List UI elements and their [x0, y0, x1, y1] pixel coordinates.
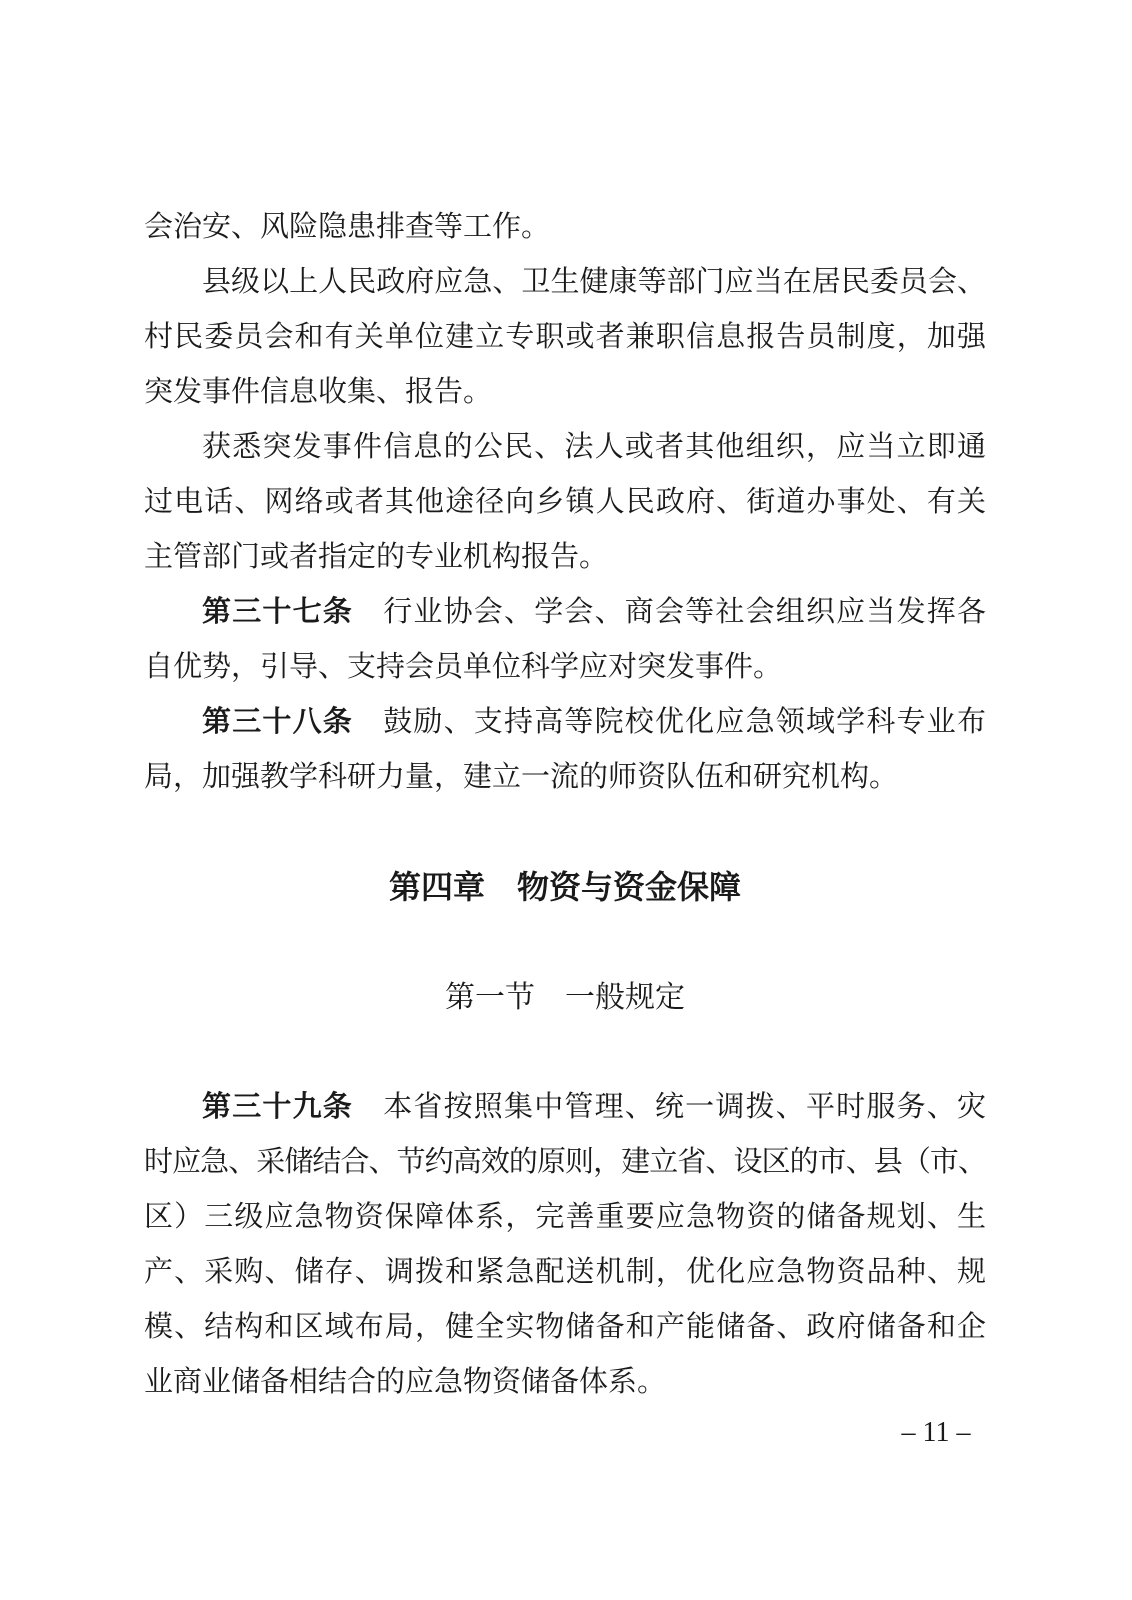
- article-number: 第三十七条: [202, 596, 353, 628]
- body-line: 会治安、风险隐患排查等工作。: [144, 211, 551, 243]
- article-text: 鼓励、支持高等院校优化应急领域学科专业布: [353, 706, 986, 738]
- article-text: 行业协会、学会、商会等社会组织应当发挥各: [353, 596, 986, 628]
- article-line: [144, 585, 986, 640]
- article-text: 本省按照集中管理、统一调拨、平时服务、灾: [353, 1091, 986, 1123]
- body-line: 突发事件信息收集、报告。: [144, 376, 493, 408]
- chapter-heading: 第四章 物资与资金保障: [388, 869, 741, 905]
- article-number: 第三十八条: [202, 706, 353, 738]
- article-line: [144, 695, 986, 750]
- body-line: 自优势，引导、支持会员单位科学应对突发事件。: [144, 651, 783, 683]
- body-line: 过电话、网络或者其他途径向乡镇人民政府、街道办事处、有关: [144, 486, 986, 518]
- body-line: 区）三级应急物资保障体系，完善重要应急物资的储备规划、生: [144, 1201, 986, 1233]
- text-column: [144, 200, 986, 1410]
- body-line: 局，加强教学科研力量，建立一流的师资队伍和研究机构。: [144, 761, 899, 793]
- body-line: 业商业储备相结合的应急物资储备体系。: [144, 1366, 667, 1398]
- body-line: 模、结构和区域布局，健全实物储备和产能储备、政府储备和企: [144, 1311, 986, 1343]
- body-line: 村民委员会和有关单位建立专职或者兼职信息报告员制度，加强: [144, 321, 986, 353]
- body-line: 获悉突发事件信息的公民、法人或者其他组织，应当立即通: [202, 431, 986, 463]
- section-heading: 第一节 一般规定: [445, 981, 685, 1014]
- article-number: 第三十九条: [202, 1091, 353, 1123]
- body-line: 产、采购、储存、调拨和紧急配送机制，优化应急物资品种、规: [144, 1256, 986, 1288]
- body-line: 主管部门或者指定的专业机构报告。: [144, 541, 609, 573]
- article-line: [144, 1080, 986, 1135]
- body-line: 时应急、采储结合、节约高效的原则，建立省、设区的市、县（市、: [144, 1146, 986, 1178]
- body-line: 县级以上人民政府应急、卫生健康等部门应当在居民委员会、: [202, 266, 986, 298]
- page-number: – 11 –: [901, 1417, 971, 1448]
